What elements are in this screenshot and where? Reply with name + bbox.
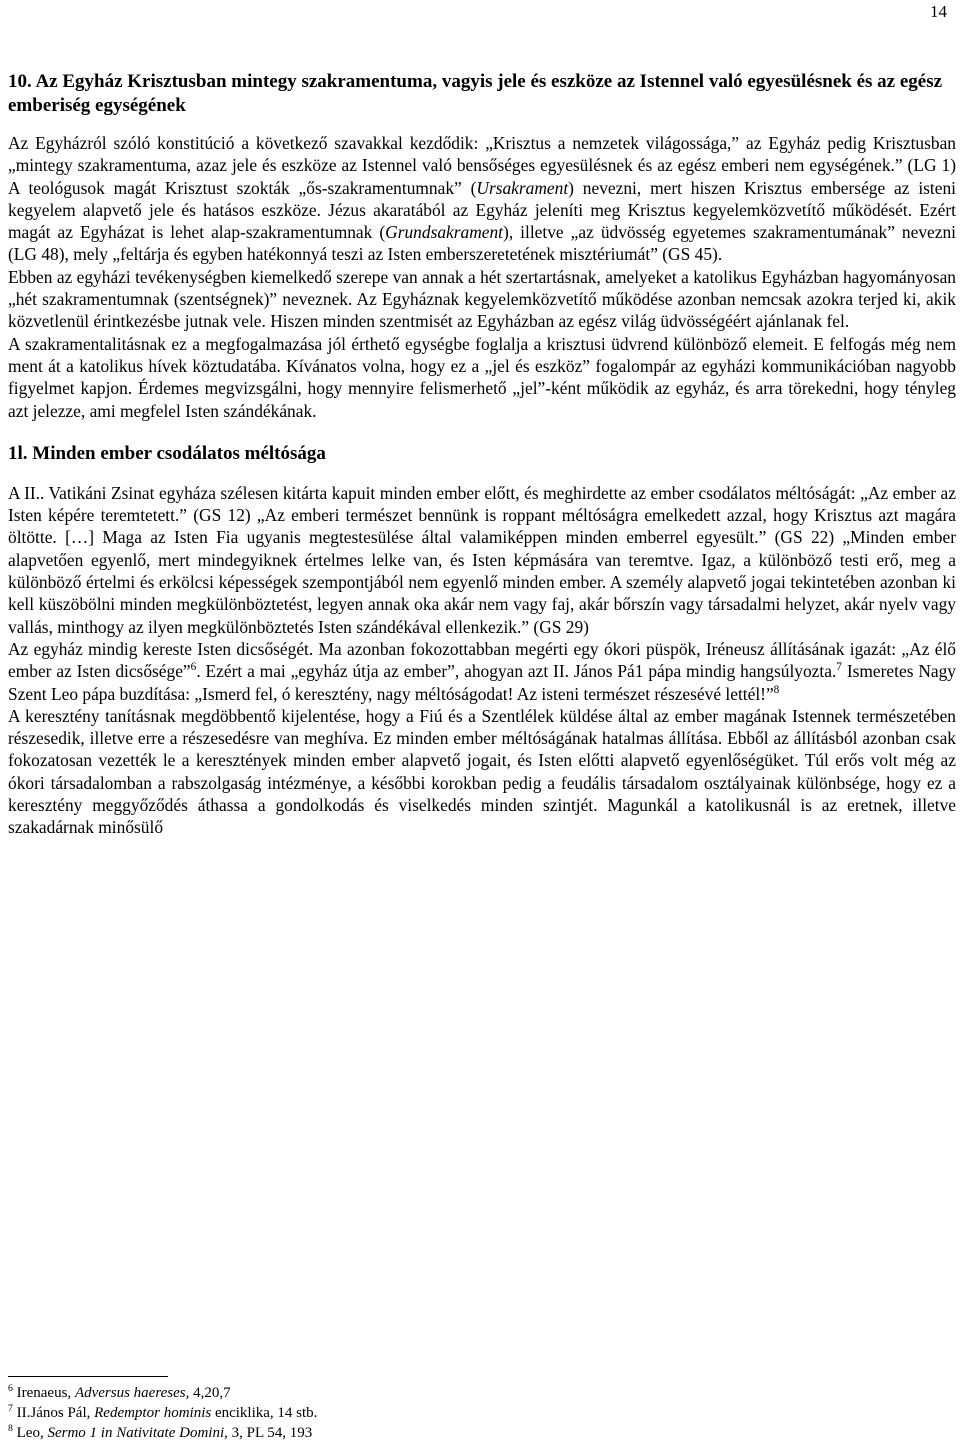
footnote-6: $^6$ Irenaeus, Adversus haereses, 4,20,7 [8, 1383, 231, 1401]
section-10-paragraph-3: A szakramentalitásnak ez a megfogalmazása jól érthető egységbe foglalja a krisztusi üdvrend különböző elemeit. E felfogás még nem ment át a katolikus hívek köztudatába. Kívánatos volna, hogy ez a „jel és eszköz” fogalompár az egyházi kommunikációban nagyobb figyelmet kapjon. Érdemes megvizsgálni, hogy mennyire felismerhető „jel”-ként működik az egyház, és arra törekedni, hogy tényleg azt jelezze, ami megfelel Isten szándékának. [8, 333, 956, 421]
footnote-ref-8[interactable]: 8 [773, 683, 780, 696]
section-11-paragraph-2: Az egyház mindig kereste Isten dicsőségét. Ma azonban fokozottabban megérti egy ókori püspök, Iréneusz állításának igazát: „Az élő ember az Isten dicsősége”$^6$. Ezért a mai „egyház útja az ember”, ahogyan azt II. János Pá1 pápa mindig hangsúlyozta.$^7$ Ismeretes Nagy Szent Leo pápa buzdítása: „Ismerd fel, ó keresztény, nagy méltóságodat! Az isteni természet részesévé lettél!”$^8$ [8, 638, 957, 704]
section-10-paragraph-1: Az Egyházról szóló konstitúció a következő szavakkal kezdődik: „Krisztus a nemzetek világossága,” az Egyház pedig Krisztusban „mintegy szakramentuma, azaz jele és eszköze az Istennel való bensőséges egyesülésnek és az egész emberi nem egységének.” (LG 1) A teológusok magát Krisztust szokták „ős-szakramentumnak” (Ursakrament) nevezni, mert hiszen Krisztus embersége az isteni kegyelem alapvető jele és hatásos eszköze. Jézus akaratából az Egyház jeleníti meg Krisztus kegyelemközvetítő működését. Ezért magát az Egyházat is lehet alap-szakramentumnak (Grundsakrament), illetve „az üdvösség egyetemes szakramentumának” nevezni (LG 48), mely „feltárja és egyben hatékonnyá teszi az Isten emberszeretetének misztériumát” (GS 45). [8, 133, 957, 265]
footnote-7: $^7$ II.János Pál, Redemptor hominis enciklika, 14 stb. [8, 1403, 318, 1421]
footnote-ref-7[interactable]: 7 [836, 661, 842, 674]
section-10-heading: 10. Az Egyház Krisztusban mintegy szakramentuma, vagyis jele és eszköze az Istennel való egyesülésnek és az egész emberiség egységének [8, 71, 943, 116]
footnote-ref-6[interactable]: 6 [190, 661, 197, 674]
ursakrament-term: Ursakrament [476, 177, 569, 198]
footnotes [8, 1376, 956, 1443]
section-11-paragraph-1: A II.. Vatikáni Zsinat egyháza szélesen kitárta kapuit minden ember előtt, és meghirdette az ember csodálatos méltóságát: „Az ember az Isten képére teremtetett.” (GS 12) „Az emberi természet bennünk is roppant méltóságra emelkedett azzal, hogy Krisztus azt magára öltötte. […] Maga az Isten Fia ugyanis megtestesülése által valamiképpen minden emberrel egyesült.” (GS 22) „Minden ember alapvetően egyenlő, mert mindegyiknek értelmes lelke van, és Isten képmására van teremtve. Igaz, a különböző testi erő, meg a különböző értelmi és erkölcsi képességek szempontjából nem egyenlő minden ember. A személy alapvető jogai tekintetében azonban ki kell küszöbölni minden megkülönböztetést, legyen annak oka akár nem vagy faj, akár bőrszín vagy társadalmi helyzet, akár nyelv vagy vallás, minthogy az ilyen megkülönböztetés Isten szándékával ellenkezik.” (GS 29) [8, 482, 956, 637]
section-10-paragraph-2: Ebben az egyházi tevékenységben kiemelkedő szerepe van annak a hét szertartásnak, amelyeket a katolikus Egyházban hagyományosan „hét szakramentumnak (szentségnek)” neveznek. Az Egyháznak kegyelemközvetítő működése azonban nemcsak azokra terjed ki, akik közvetlenül érintkezésbe jutnak vele. Hiszen minden szentmisét az Egyházban az egész világ üdvösségéért ajánlanak fel. [8, 266, 956, 332]
page-number: 14 [930, 2, 947, 21]
section-11-heading: 1l. Minden ember csodálatos méltósága [8, 442, 326, 464]
footnote-divider [8, 1376, 168, 1377]
grundsakrament-term: Grundsakrament [385, 222, 504, 243]
footnote-8: $^8$ Leo, Sermo 1 in Nativitate Domini, 3, PL 54, 193 [8, 1423, 313, 1441]
page-content [8, 70, 956, 839]
section-11-paragraph-3: A keresztény tanításnak megdöbbentő kijelentése, hogy a Fiú és a Szentlélek küldése által az ember magának Istennek természetében részesedik, illetve erre a részesedésre van meghíva. Ez minden ember méltóságának hatalmas állítása. Ebből az állításból azonban csak fokozatosan vezették le a keresztények minden ember alapvető jogait, és Isten előtti alapvető egyenlőségüket. Túl erős volt még az ókori társadalomban a rabszolgaság intézménye, a későbbi korokban pedig a feudális társadalom osztályainak különbsége, hogy ez a keresztény meggyőződés áthassa a gondolkodás és viselkedés minden szintjét. Magunkál a katolikusnál is az eretnek, illetve szakadárnak minősülő [8, 705, 956, 838]
